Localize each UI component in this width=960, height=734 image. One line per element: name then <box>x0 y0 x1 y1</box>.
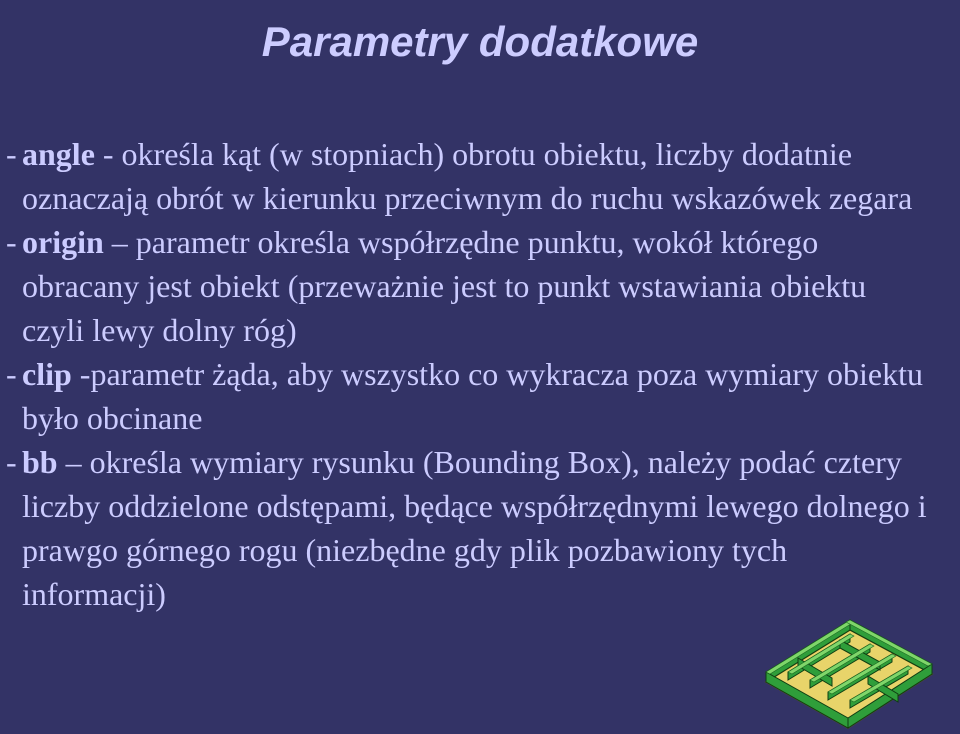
bullet-dash: - <box>6 224 17 260</box>
bullet-dash: - <box>6 136 17 172</box>
item-text-origin: – parametr określa współrzędne punktu, wokół którego obracany jest obiekt (przeważnie jest to punkt wstawiania obiektu czyli lewy dolny róg) <box>22 224 867 348</box>
list-item-bb <box>6 440 936 616</box>
parameter-list <box>6 132 936 616</box>
bullet-dash: - <box>6 444 17 480</box>
maze-icon <box>758 604 938 732</box>
keyword-bb: bb <box>22 444 58 480</box>
keyword-clip: clip <box>22 356 72 392</box>
keyword-origin: origin <box>22 224 104 260</box>
list-item-angle <box>6 132 936 220</box>
list-item-clip <box>6 352 936 440</box>
keyword-angle: angle <box>22 136 95 172</box>
list-item-origin <box>6 220 936 352</box>
item-text-clip: -parametr żąda, aby wszystko co wykracza poza wymiary obiektu było obcinane <box>22 356 923 436</box>
bullet-dash: - <box>6 356 17 392</box>
item-text-angle: - określa kąt (w stopniach) obrotu obiektu, liczby dodatnie oznaczają obrót w kierunku przeciwnym do ruchu wskazówek zegara <box>22 136 913 216</box>
item-text-bb: – określa wymiary rysunku (Bounding Box), należy podać cztery liczby oddzielone odstępami, będące współrzędnymi lewego dolnego i prawgo górnego rogu (niezbędne gdy plik pozbawiony tych informacji) <box>22 444 927 612</box>
slide-title: Parametry dodatkowe <box>261 18 699 65</box>
